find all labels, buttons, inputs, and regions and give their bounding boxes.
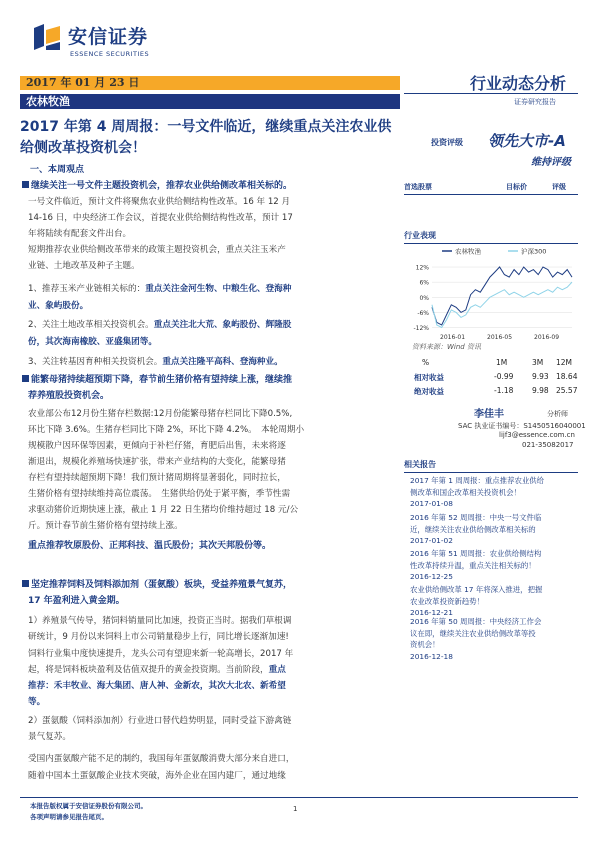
- footer-disclaimer: 各项声明请参见报告尾页。: [30, 813, 108, 821]
- sector-name: 农林牧渔: [26, 95, 70, 108]
- performance-chart: [404, 244, 578, 344]
- table-row: [404, 386, 578, 398]
- related-report-item[interactable]: 2016 年第 51 周周报：农业供给侧结构 性改革持续升温，重点关注相关标的！ 2016-12-25: [410, 549, 542, 581]
- paragraph-line: 业链、土地改革及种子主题。: [28, 261, 140, 271]
- col-target-price: 目标价: [506, 183, 527, 191]
- bullet-heading-2-cont: 荐养殖股投资机会。: [28, 391, 110, 401]
- paragraph-line: 受国内蛋氨酸产能不足的制约，我国每年蛋氨酸消费大部分来自进口，: [28, 754, 295, 764]
- rating-status: 维持评级: [531, 157, 571, 168]
- rating-value: 领先大市-A: [488, 132, 566, 150]
- related-report-item[interactable]: 2016 年第 52 周周报：中央一号文件临 近，继续关注农业供给侧改革相关标的 2017-01-02: [410, 513, 542, 545]
- x-axis-ticks: [440, 334, 559, 341]
- recommendation-line: 重点推荐牧原股份、正邦科技、温氏股份；其次天邦股份等。: [28, 541, 272, 551]
- paragraph-line: 1）养殖景气传导，猪饲料销量同比加速，投资正当时。据我们草根调: [28, 616, 292, 626]
- bullet-square-icon: [22, 580, 29, 587]
- table-header: 1M: [496, 358, 508, 367]
- footer-copyright: 本报告版权属于安信证券股份有限公司。: [30, 802, 147, 810]
- related-reports-title: 相关报告: [404, 459, 578, 473]
- paragraph-line: 斤。预计春节前生猪价格有望持续上涨。: [28, 521, 183, 531]
- paragraph-line: 14-16 日，中央经济工作会议，首提农业供给侧结构性改革，预计 17: [28, 213, 293, 223]
- legend-label: 农林牧渔: [455, 247, 481, 256]
- paragraph-line: 存栏有望持续超预期下降！我们预计猪周期将显著弱化，同时拉长，: [28, 473, 286, 483]
- paragraph-line: 饲料行业集中度快速提升，龙头公司有望迎来新一轮高增长，2017 年: [28, 649, 294, 659]
- table-cell: 18.64: [556, 372, 578, 381]
- paragraph-line: 环比下降 3.6%。生猪存栏同比下降 2%，环比下降 4.2%。 本轮周期小: [28, 425, 305, 435]
- paragraph-line: 2）蛋氨酸（饲料添加剂）行业进口替代趋势明显，同时受益下游禽链: [28, 716, 292, 726]
- x-tick-label: 2016-01: [440, 334, 466, 341]
- stock-table-header: [404, 182, 578, 195]
- y-axis-ticks: [413, 265, 429, 332]
- section-heading: 一、本周观点: [30, 165, 85, 175]
- analyst-title: 分析师: [547, 410, 568, 418]
- legend-label: 沪深300: [521, 247, 547, 256]
- paragraph-line: 研统计，9 月份以来饲料上市公司销量稳步上行，同比增长逐渐加速!: [28, 632, 289, 642]
- report-title: 2017 年第 4 周周报：一号文件临近，继续重点关注农业供给侧改革投资机会！: [20, 119, 392, 156]
- analyst-email[interactable]: lijf3@essence.com.cn: [499, 431, 575, 439]
- list-item-1: 1、推荐玉米产业链相关标的：重点关注金河生物、中粮生化、登海种: [28, 284, 292, 294]
- bullet-heading-2: 能繁母猪持续超预期下降，春节前生猪价格有望持续上涨，继续推: [22, 373, 292, 389]
- related-report-item[interactable]: 农业供给侧改革 17 年将深入推进，把握 农业改革投资新趋势！ 2016-12-21: [410, 585, 543, 617]
- rating-label: 投资评级: [431, 138, 463, 147]
- paragraph-line: 农业部公布12月份生猪存栏数据:12月份能繁母猪存栏同比下降0.5%,: [28, 409, 293, 419]
- footer-divider: [20, 797, 578, 798]
- table-cell: -1.18: [494, 386, 514, 395]
- y-tick-label: 12%: [415, 264, 429, 272]
- report-type: 行业动态分析: [470, 74, 567, 93]
- table-header: %: [422, 358, 430, 367]
- x-tick-label: 2016-09: [534, 334, 560, 341]
- paragraph-line: 一号文件临近，预计文件将聚焦农业供给侧结构性改革。16 年 12 月: [28, 197, 291, 207]
- table-row: [404, 372, 578, 384]
- x-tick-label: 2016-05: [487, 334, 513, 341]
- paragraph-line: 起，将是饲料板块盈利及估值双提升的黄金投资期。当前阶段，重点: [28, 665, 286, 675]
- table-cell: 9.98: [532, 386, 549, 395]
- bullet-square-icon: [22, 181, 29, 188]
- bullet-heading-1: 继续关注一号文件主题投资机会，推荐农业供给侧改革相关标的。: [22, 179, 292, 195]
- table-cell: 9.93: [532, 372, 549, 381]
- paragraph-line: 规模散户因环保等因素，更倾向于补栏仔猪，育肥后出售，未来将逐: [28, 441, 286, 451]
- brand-name-en: ESSENCE SECURITIES: [70, 50, 150, 58]
- sector-bar: [20, 94, 400, 109]
- paragraph-line: 年将陆续有配套文件出台。: [28, 229, 132, 239]
- row-label: 相对收益: [414, 373, 444, 382]
- brand-name-cn: 安信证券: [68, 26, 149, 48]
- paragraph-line: 随着中国本土蛋氨酸企业技术突破，海外企业在国内建厂，通过地缘: [28, 771, 286, 781]
- table-header: 12M: [556, 358, 573, 367]
- row-label: 绝对收益: [414, 387, 444, 396]
- paragraph-line: 渐退出，规模化养殖场快速扩张，带来产业结构的大变化，能繁母猪: [28, 457, 286, 467]
- y-tick-label: 0%: [419, 294, 429, 302]
- related-report-item[interactable]: 2017 年第 1 周周报：重点推荐农业供给 侧改革和国企改革相关投资机会！ 2017-01-08: [410, 476, 545, 508]
- list-item-1-cont: 业、象屿股份。: [28, 301, 89, 311]
- list-item-2: 2、关注土地改革相关投资机会。重点关注北大荒、象屿股份、辉隆股: [28, 320, 292, 330]
- y-tick-label: -12%: [413, 324, 429, 332]
- col-rating: 评级: [552, 183, 566, 191]
- analyst-name: 李佳丰: [474, 409, 504, 420]
- table-cell: 25.57: [556, 386, 578, 395]
- logo-mark-icon: [30, 20, 64, 54]
- page-number: 1: [293, 805, 298, 813]
- col-stock: 首选股票: [404, 183, 432, 191]
- paragraph-line: 推荐：禾丰牧业、海大集团、唐人神、金新农，其次大北农、新希望: [28, 681, 286, 691]
- list-item-2-cont: 份，其次海南橡胶、亚盛集团等。: [28, 337, 157, 347]
- series-line-1: [432, 282, 572, 327]
- paragraph-line: 等。: [28, 697, 46, 707]
- paragraph-line: 求驱动猪价近期快速上涨，截止 1 月 22 日生猪均价维持超过 18 元/公: [28, 505, 299, 515]
- table-header: 3M: [532, 358, 544, 367]
- y-tick-label: -6%: [417, 309, 429, 317]
- table-header-row: [404, 358, 578, 370]
- chart-legend: [442, 247, 546, 256]
- paragraph-line: 短期推荐农业供给侧改革带来的政策主题投资机会，重点关注玉米产: [28, 245, 286, 255]
- data-source: 资料来源：Wind 资讯: [412, 343, 481, 351]
- bullet-heading-3: 坚定推荐饲料及饲料添加剂（蛋氨酸）板块，受益养殖景气复苏，: [22, 578, 292, 594]
- related-report-item[interactable]: 2016 年第 50 周周报：中央经济工作会 议在即，继续关注农业供给侧改革等投 资机会！ 2016-12-18: [410, 617, 542, 661]
- report-date: 2017 年 01 月 23 日: [26, 76, 140, 89]
- y-tick-label: 6%: [419, 279, 429, 287]
- series-line-0: [432, 267, 572, 325]
- analyst-sac-number: SAC 执业证书编号：S1450516040001: [458, 422, 586, 430]
- bullet-heading-3-cont: 17 年盈利进入黄金期。: [28, 596, 125, 606]
- analyst-phone: 021-35082017: [522, 441, 574, 449]
- paragraph-line: 景气复苏。: [28, 732, 71, 742]
- report-subtype: 证券研究报告: [514, 98, 556, 106]
- performance-title: 行业表现: [404, 230, 578, 244]
- table-cell: -0.99: [494, 372, 514, 381]
- paragraph-line: 生猪价格有望持续维持高位震荡。 生猪供给仍处于紧平衡，季节性需: [28, 489, 291, 499]
- header-divider: [404, 93, 578, 94]
- chart-grid: [432, 267, 572, 327]
- list-item-3: 3、关注转基因育种相关投资机会。重点关注隆平高科、登海种业。: [28, 357, 283, 367]
- bullet-square-icon: [22, 375, 29, 382]
- company-logo: [30, 20, 190, 66]
